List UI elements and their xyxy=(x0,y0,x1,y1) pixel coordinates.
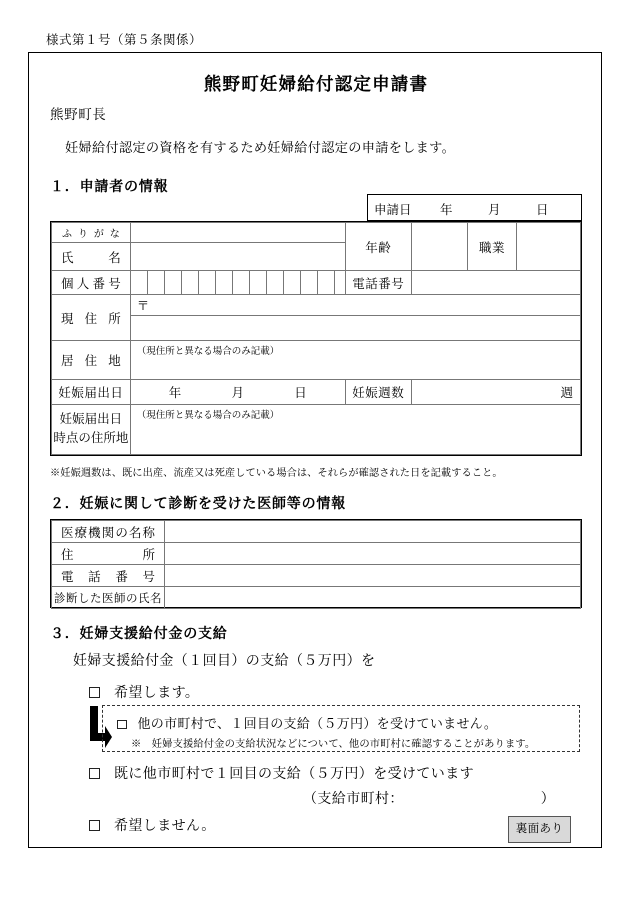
section-3-heading: ３．妊婦支援給付金の支給 xyxy=(50,626,228,642)
my-number-digit[interactable] xyxy=(249,271,266,295)
pregnancy-weeks-label: 妊娠週数 xyxy=(345,379,411,404)
medical-address-value[interactable] xyxy=(165,543,581,565)
lead-text: 妊婦給付認定の資格を有するため妊婦給付認定の申請をします。 xyxy=(65,140,456,155)
medical-institution-label: 医療機関の名称 xyxy=(52,521,165,543)
table-row-current-address xyxy=(52,295,581,316)
page-title: 熊野町妊婦給付認定申請書 xyxy=(203,75,429,95)
checkbox-icon[interactable] xyxy=(117,720,127,730)
nested-option-row[interactable] xyxy=(117,713,497,732)
option-already-label: 既に他市町村で１回目の支給（５万円）を受けています xyxy=(114,767,474,782)
pregnancy-report-date-label: 妊娠届出日 xyxy=(52,379,131,404)
my-number-digit[interactable] xyxy=(215,271,232,295)
table-row-pregnancy-report-date xyxy=(52,379,581,404)
municipality-input-line[interactable]: （支給市町村： ） xyxy=(303,792,556,807)
apply-date-month: 月 xyxy=(488,203,501,217)
my-number-digit[interactable] xyxy=(232,271,249,295)
my-number-digit[interactable] xyxy=(164,271,181,295)
table-row xyxy=(52,587,581,609)
my-number-digit[interactable] xyxy=(317,271,334,295)
name-label: 氏 名 xyxy=(52,243,131,271)
section-1-footnote: ※妊娠週数は、既に出産、流産又は死産している場合は、それらが確認された日を記載すること。 xyxy=(50,468,503,479)
section-1-heading: １．申請者の情報 xyxy=(50,179,169,195)
table-row-current-address-line2 xyxy=(52,316,581,341)
residence-note[interactable]: （現住所と異なる場合のみ記載） xyxy=(130,341,580,379)
apply-date-label: 申請日 xyxy=(374,203,412,217)
postal-code-field[interactable]: 〒 xyxy=(130,295,580,316)
applicant-table xyxy=(51,222,581,455)
report-address-label-line2: 時点の住所地 xyxy=(53,431,129,446)
option-hope[interactable] xyxy=(89,682,199,702)
pregnancy-report-date-value[interactable] xyxy=(130,379,345,404)
apply-date-year: 年 xyxy=(440,203,453,217)
medical-phone-value[interactable] xyxy=(165,565,581,587)
phone-label: 電話番号 xyxy=(345,271,411,295)
ymd-month: 月 xyxy=(231,385,244,400)
table-row-residence xyxy=(52,341,581,379)
table-row-report-address xyxy=(52,404,581,454)
nested-confirmation-box xyxy=(102,705,580,752)
ymd-year: 年 xyxy=(168,385,182,400)
medical-address-label: 住 所 xyxy=(52,543,165,565)
option-no-hope[interactable] xyxy=(89,815,216,835)
doctor-table-frame xyxy=(50,519,582,608)
current-address-label: 現住所 xyxy=(52,295,131,341)
age-label: 年齢 xyxy=(345,223,411,271)
furigana-value[interactable] xyxy=(130,223,345,243)
addressee: 熊野町長 xyxy=(50,107,107,122)
apply-date-day: 日 xyxy=(536,203,549,217)
back-side-badge: 裏面あり xyxy=(508,816,571,843)
report-address-label-line1: 妊娠届出日 xyxy=(59,411,123,426)
age-value[interactable] xyxy=(411,223,467,271)
form-number: 様式第１号（第５条関係） xyxy=(46,33,203,47)
table-row xyxy=(52,565,581,587)
phone-value[interactable] xyxy=(411,271,580,295)
apply-date-box xyxy=(367,194,582,221)
option-no-hope-label: 希望しません。 xyxy=(114,819,216,834)
report-address-note[interactable]: （現住所と異なる場合のみ記載） xyxy=(130,404,580,454)
table-row-my-number xyxy=(52,271,581,295)
medical-phone-label: 電 話 番 号 xyxy=(52,565,165,587)
checkbox-icon[interactable] xyxy=(89,820,100,831)
checkbox-icon[interactable] xyxy=(89,687,100,698)
medical-institution-value[interactable] xyxy=(165,521,581,543)
my-number-digit[interactable] xyxy=(300,271,317,295)
report-address-label xyxy=(52,404,131,454)
doctor-name-value[interactable] xyxy=(165,587,581,609)
my-number-digit[interactable] xyxy=(147,271,164,295)
table-row-furigana xyxy=(52,223,581,243)
occupation-value[interactable] xyxy=(517,223,581,271)
section-3-lead: 妊婦支援給付金（１回目）の支給（５万円）を xyxy=(73,654,376,669)
table-row xyxy=(52,521,581,543)
current-address-value[interactable] xyxy=(130,316,580,341)
checkbox-icon[interactable] xyxy=(89,768,100,779)
applicant-table-frame xyxy=(50,221,582,456)
my-number-digit[interactable] xyxy=(181,271,198,295)
residence-label: 居住地 xyxy=(52,341,131,379)
name-value[interactable] xyxy=(130,243,345,271)
nested-option-label: 他の市町村で、１回目の支給（５万円）を受けていません。 xyxy=(137,716,498,731)
doctor-table xyxy=(51,520,581,609)
option-hope-label: 希望します。 xyxy=(114,686,200,701)
occupation-label: 職業 xyxy=(468,223,517,271)
doctor-name-label: 診断した医師の氏名 xyxy=(52,587,165,609)
my-number-label: 個人番号 xyxy=(52,271,131,295)
ymd-day: 日 xyxy=(294,385,307,400)
my-number-digit[interactable] xyxy=(283,271,300,295)
pregnancy-weeks-value[interactable]: 週 xyxy=(411,379,580,404)
my-number-digit[interactable] xyxy=(266,271,283,295)
my-number-digit[interactable] xyxy=(198,271,215,295)
my-number-spacer xyxy=(334,271,345,295)
option-already-received[interactable] xyxy=(89,763,474,783)
page-frame xyxy=(28,52,602,848)
table-row xyxy=(52,543,581,565)
section-2-heading: ２．妊娠に関して診断を受けた医師等の情報 xyxy=(50,496,346,512)
nested-note: ※ 妊婦支援給付金の支給状況などについて、他の市町村に確認することがあります。 xyxy=(131,739,536,750)
my-number-digit[interactable] xyxy=(130,271,147,295)
furigana-label: ふりがな xyxy=(52,223,131,243)
